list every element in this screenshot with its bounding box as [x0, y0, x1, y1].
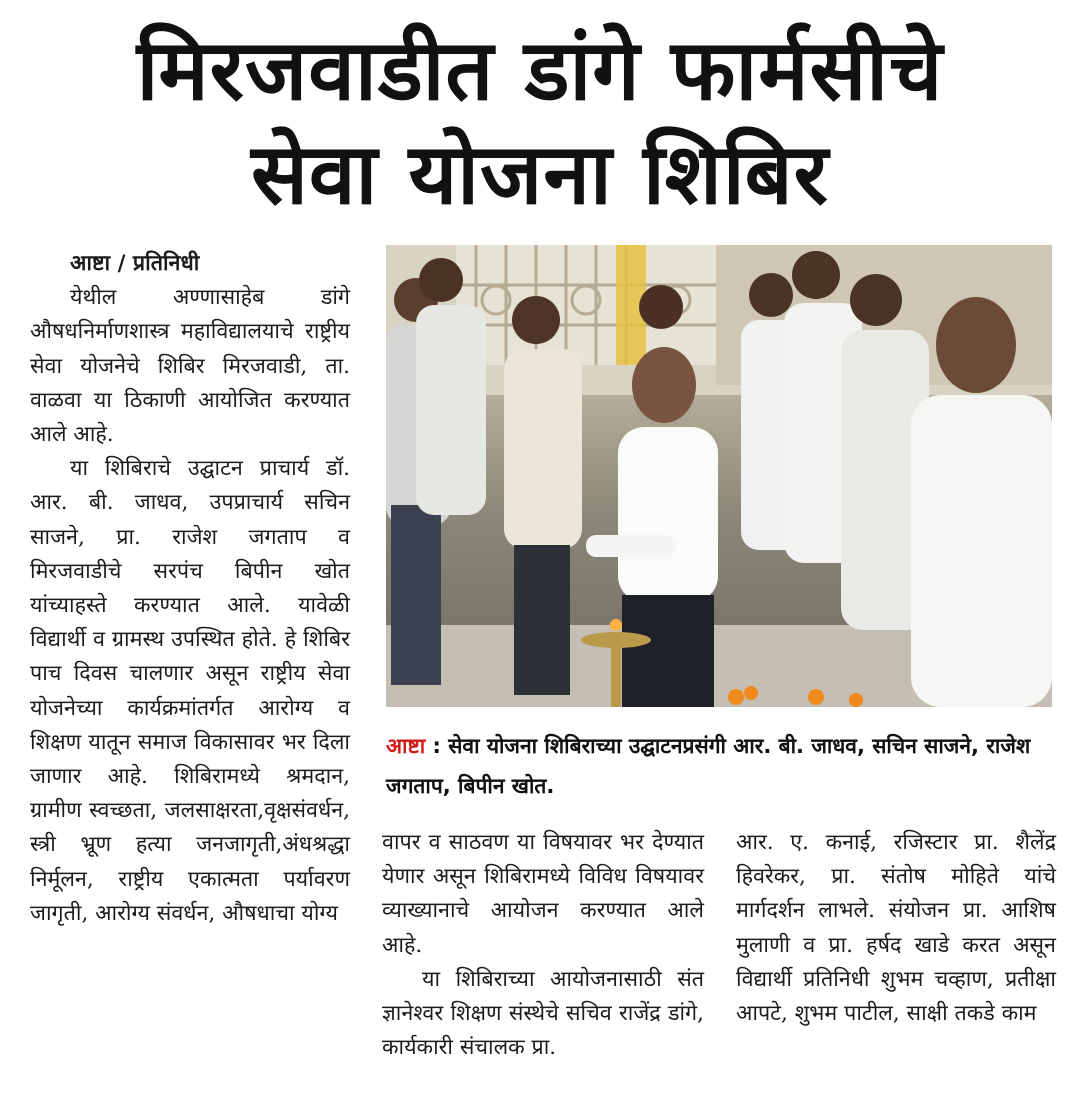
paragraph: वापर व साठवण या विषयावर भर देण्यात येणार असून शिबिरामध्ये विविध विषयावर व्याख्यानाचे आयोजन करण्यात आले आहे. — [382, 830, 704, 958]
headline-line-2: सेवा योजना शिबिर — [251, 125, 829, 223]
paragraph: या शिबिराचे उद्घाटन प्राचार्य डॉ. आर. बी. जाधव, उपप्राचार्य सचिन साजने, प्रा. राजेश जगताप व मिरजवाडीचे सरपंच बिपीन खोत यांच्याहस्ते करण्यात आले. यावेळी विद्यार्थी व ग्रामस्थ उपस्थित होते. हे शिबिर पाच दिवस चालणार असून राष्ट्रीय सेवा योजनेच्या कार्यक्रमांतर्गत आरोग्य व शिक्षण यातून समाज विकासावर भर दिला जाणार आहे. शिबिरामध्ये श्रमदान, ग्रामीण स्वच्छता, जलसाक्षरता,वृक्षसंवर्धन, स्त्री भ्रूण हत्या जनजागृती,अंधश्रद्धा निर्मूलन, राष्ट्रीय एकात्मता पर्यावरण जागृती, आरोग्य संवर्धन, औषधाचा योग्य — [30, 456, 350, 926]
caption-place: आष्टा — [386, 734, 426, 758]
paragraph: या शिबिराच्या आयोजनासाठी संत ज्ञानेश्वर शिक्षण संस्थेचे सचिव राजेंद्र डांगे, कार्यकारी संचालक प्रा. — [382, 966, 704, 1061]
photo-caption — [386, 726, 1056, 806]
headline-line-1: मिरजवाडीत डांगे फार्मसीचे — [136, 21, 944, 119]
photo-illustration — [386, 245, 1052, 707]
article-column-1 — [30, 247, 350, 931]
headline — [0, 18, 1080, 226]
dateline: आष्टा / प्रतिनिधी — [70, 251, 200, 276]
event-photo — [386, 245, 1052, 707]
article-column-2 — [382, 826, 704, 1065]
paragraph: आर. ए. कनाई, रजिस्टार प्रा. शैलेंद्र हिवरेकर, प्रा. संतोष मोहिते यांचे मार्गदर्शन लाभले. संयोजन प्रा. आशिष मुलाणी व प्रा. हर्षद खाडे करत असून विद्यार्थी प्रतिनिधी शुभम चव्हाण, प्रतीक्षा आपटे, शुभम पाटील, साक्षी तकडे काम — [736, 830, 1056, 1027]
caption-text: : सेवा योजना शिबिराच्या उद्घाटनप्रसंगी आर. बी. जाधव, सचिन साजने, राजेश जगताप, बिपीन खोत. — [386, 734, 1031, 798]
paragraph: येथील अण्णासाहेब डांगे औषधनिर्माणशास्त्र महाविद्यालयाचे राष्ट्रीय सेवा योजनेचे शिबिर मिरजवाडी, ता. वाळवा या ठिकाणी आयोजित करण्यात आले आहे. — [30, 285, 350, 448]
article-column-3 — [736, 826, 1056, 1031]
